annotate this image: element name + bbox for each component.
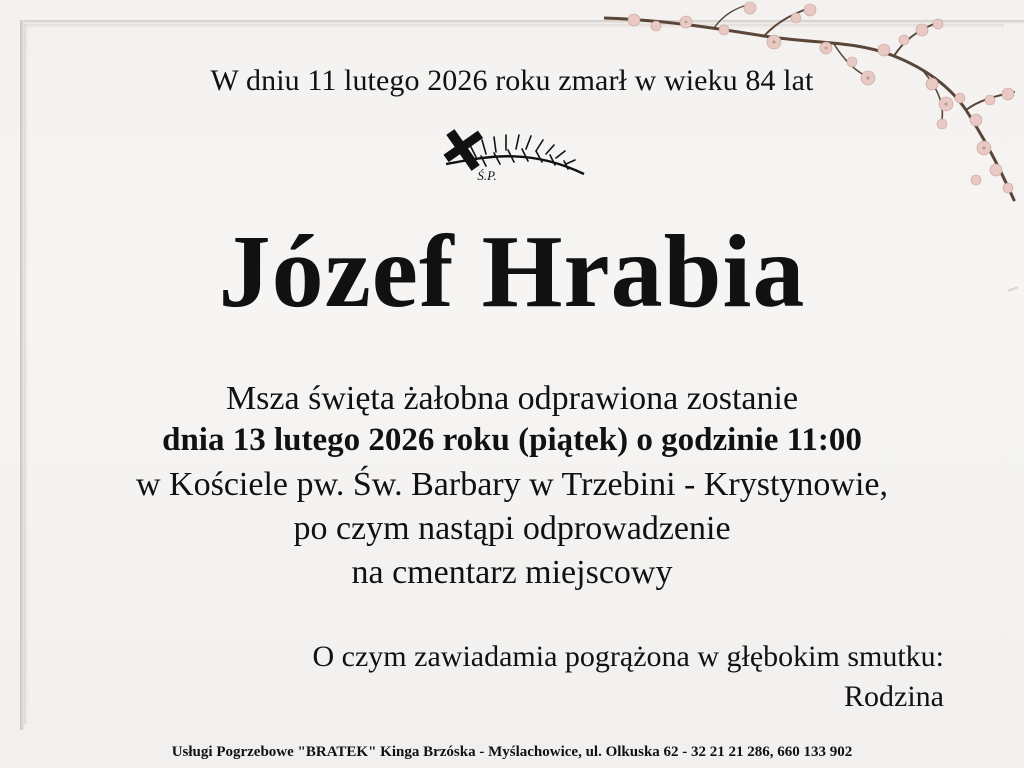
signature: Rodzina	[844, 680, 944, 713]
mass-line-1: Msza święta żałobna odprawiona zostanie	[225, 380, 799, 417]
mass-line-4: po czym nastąpi odprowadzenie	[293, 510, 731, 547]
cross-with-palm-icon	[436, 124, 590, 190]
mass-date-line: dnia 13 lutego 2026 roku (piątek) o godzinie 11:00	[162, 422, 862, 458]
emblem-caption: Ś.P.	[477, 168, 497, 183]
death-announcement: W dniu 11 lutego 2026 roku zmarł w wieku 84 lat	[210, 64, 814, 97]
mass-line-5: na cmentarz miejscowy	[351, 554, 673, 591]
paper-frame-left-edge	[20, 20, 25, 730]
funeral-home-footer: Usługi Pogrzebowe "BRATEK" Kinga Brzóska - Myślachowice, ul. Olkuska 62 - 32 21 21 286, 660 133 902	[171, 744, 853, 760]
deceased-name: Józef Hrabia	[218, 214, 806, 329]
closing-text: O czym zawiadamia pogrążona w głębokim smutku:	[312, 640, 944, 673]
cherry-blossom-branch-icon	[604, 0, 1024, 230]
mass-church-line: w Kościele pw. Św. Barbary w Trzebini - Krystynowie,	[136, 466, 888, 503]
